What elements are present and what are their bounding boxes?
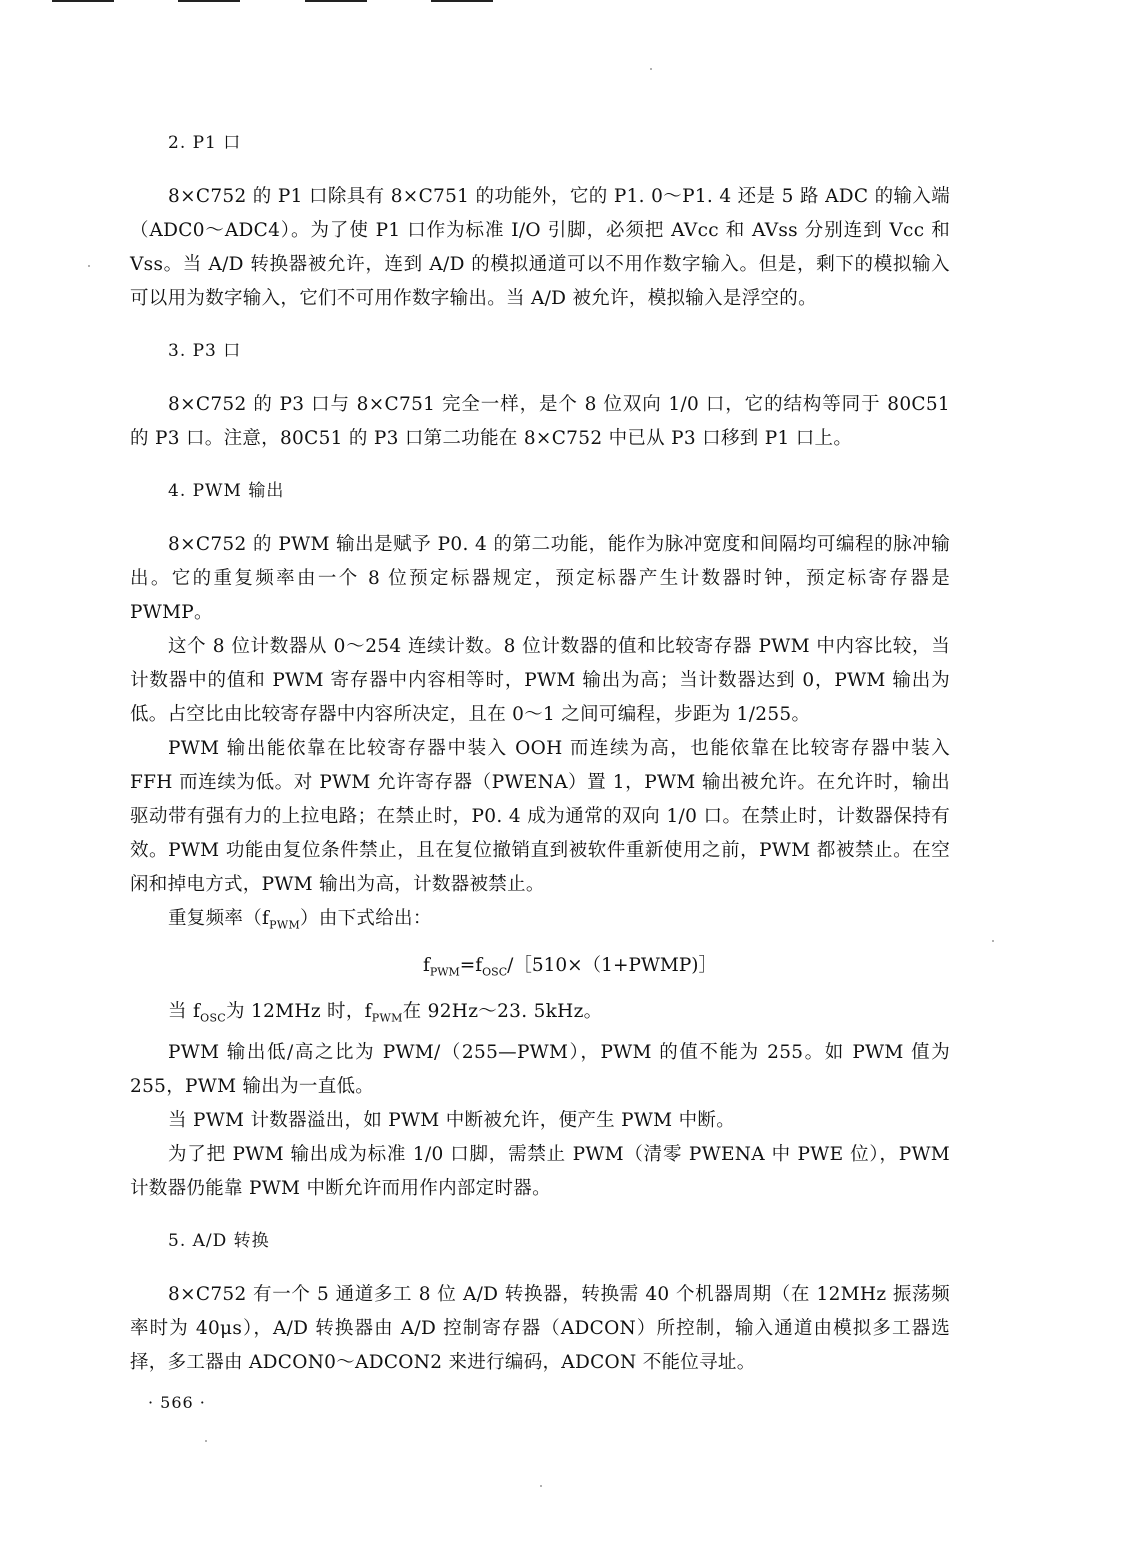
formula-intro [130,902,950,943]
paragraph-p1-1: 8×C752 的 P1 口除具有 8×C751 的功能外，它的 P1. 0～P1. 4 还是 5 路 ADC 的输入端（ADC0～ADC4）。为了使 P1 口作为标准 I/O 引脚，必须把 AVcc 和 AVss 分别连到 Vcc 和 Vss。当 A/D 转换器被允许，连到 A/D 的模拟通道可以不用作数字输入。但是，剩下的模拟输入可以用为数字输入，它们不可用作数字输出。当 A/D 被允许，模拟输入是浮空的。 [130,186,950,309]
page-number: · 566 · [148,1393,206,1412]
freq-line-a: 当 f [168,1001,201,1023]
formula-intro-prefix: 重复频率（f [168,908,270,929]
top-rule-2 [178,0,240,2]
freq-line-c: 在 92Hz～23. 5kHz。 [402,1001,603,1023]
formula-eq: =f [459,954,483,976]
paragraph-pwm-ratio: PWM 输出低/高之比为 PWM/（255—PWM），PWM 的值不能为 255。如 PWM 值为 255，PWM 输出为一直低。 [130,1042,950,1098]
frequency-range-line [130,995,950,1036]
scan-speck [650,68,652,70]
formula-intro-suffix: ）由下式给出： [300,908,432,929]
scan-speck [205,1440,207,1442]
top-rule-3 [305,0,367,2]
formula-osc-sub: OSC [482,965,508,979]
scan-speck [88,265,90,267]
paragraph-pwm-3: PWM 输出能依靠在比较寄存器中装入 OOH 而连续为高，也能依靠在比较寄存器中装入 FFH 而连续为低。对 PWM 允许寄存器（PWENA）置 1，PWM 输出被允许。在允许时，输出驱动带有强有力的上拉电路；在禁止时，P0. 4 成为通常的双向 1/0 口。在禁止时，计数器保持有效。PWM 功能由复位条件禁止，且在复位撤销直到被软件重新使用之前，PWM 都被禁止。在空闲和掉电方式，PWM 输出为高，计数器被禁止。 [130,738,950,895]
freq-line-a-sub: OSC [200,1012,227,1026]
section-heading-p3: 3. P3 口 [168,341,242,361]
scan-speck [992,940,994,942]
paragraph-pwm-2: 这个 8 位计数器从 0～254 连续计数。8 位计数器的值和比较寄存器 PWM 中内容比较，当计数器中的值和 PWM 寄存器中内容相等时，PWM 输出为高；当计数器达到 0，PWM 输出为低。占空比由比较寄存器中内容所决定，且在 0～1 之间可编程，步距为 1/255。 [130,636,950,725]
paragraph-adc-1: 8×C752 有一个 5 通道多工 8 位 A/D 转换器，转换需 40 个机器周期（在 12MHz 振荡频率时为 40μs），A/D 转换器由 A/D 控制寄存器（ADCON）所控制，输入通道由模拟多工器选择，多工器由 ADCON0～ADCON2 来进行编码，ADCON 不能位寻址。 [130,1284,950,1374]
freq-line-b: 为 12MHz 时，f [226,1001,372,1023]
paragraph-pwm-interrupt: 当 PWM 计数器溢出，如 PWM 中断被允许，便产生 PWM 中断。 [168,1110,736,1132]
pwm-frequency-formula [130,949,950,990]
freq-line-b-sub: PWM [371,1012,403,1026]
formula-lhs-sub: PWM [429,965,460,979]
scan-speck [540,1485,542,1487]
section-heading-p1: 2. P1 口 [168,133,242,153]
paragraph-pwm-1: 8×C752 的 PWM 输出是赋予 P0. 4 的第二功能，能作为脉冲宽度和间隔均可编程的脉冲输出。它的重复频率由一个 8 位预定标器规定，预定标器产生计数器时钟，预定标寄存器是 PWMP。 [130,534,950,623]
section-heading-adc: 5. A/D 转换 [168,1231,270,1252]
top-rule-1 [52,0,114,2]
section-heading-pwm: 4. PWM 输出 [168,481,285,501]
formula-intro-sub: PWM [269,918,301,932]
formula-lhs: f [422,954,430,976]
document-page [130,130,950,1380]
top-rule-4 [431,0,493,2]
paragraph-p3-1: 8×C752 的 P3 口与 8×C751 完全一样，是个 8 位双向 1/0 口，它的结构等同于 80C51 的 P3 口。注意，80C51 的 P3 口第二功能在 8×C752 中已从 P3 口移到 P1 口上。 [130,394,950,449]
formula-rhs: /［510×（1+PWMP)］ [507,954,718,976]
paragraph-pwm-timer: 为了把 PWM 输出成为标准 1/0 口脚，需禁止 PWM（清零 PWENA 中 PWE 位），PWM 计数器仍能靠 PWM 中断允许而用作内部定时器。 [130,1144,950,1200]
